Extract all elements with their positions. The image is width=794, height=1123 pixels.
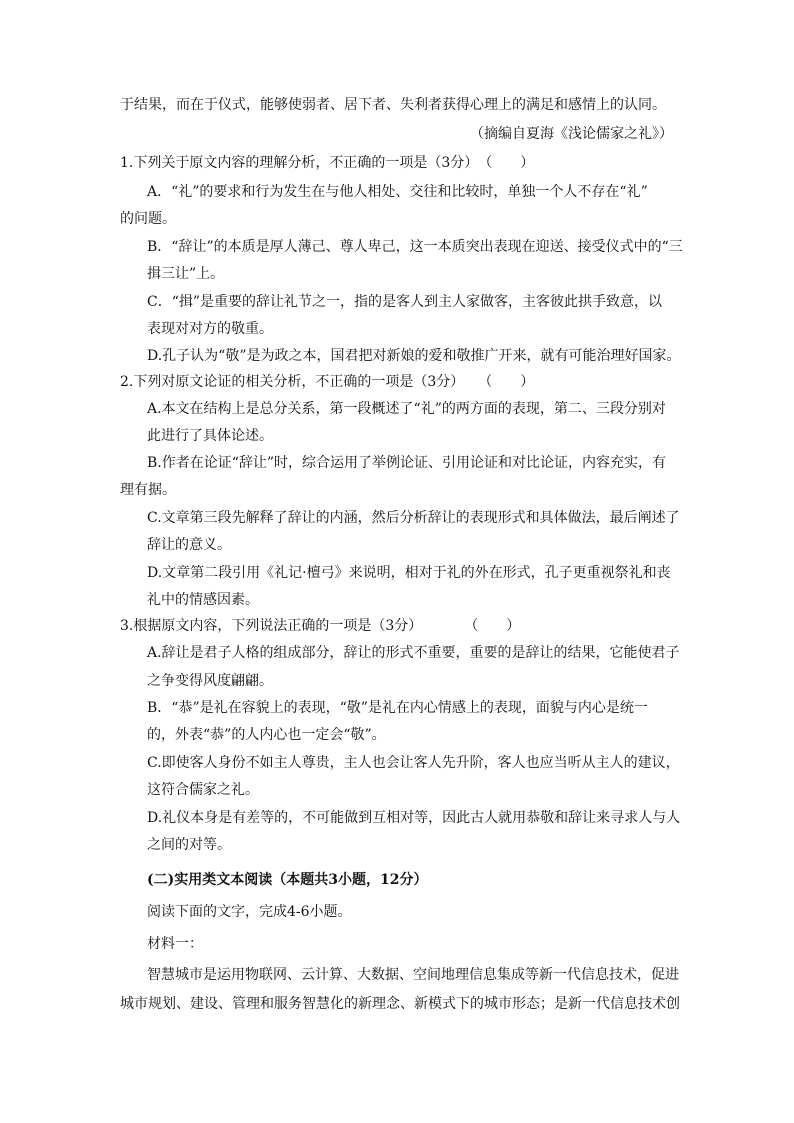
material-label: 材料一： xyxy=(147,936,203,952)
q3-option-b: B．“恭”是礼在容貌上的表现，“敬”是礼在内心情感上的表现，面貌与内心是统一 xyxy=(147,700,648,716)
source-citation: （摘编自夏海《浅论儒家之礼》） xyxy=(470,126,673,142)
q3-option-d-cont: 之间的对等。 xyxy=(147,837,231,853)
reading-instruction: 阅读下面的文字，完成4-6小题。 xyxy=(147,904,352,920)
q2-option-c-cont: 辞让的意义。 xyxy=(147,537,231,553)
q2-option-d: D.文章第二段引用《礼记·檀弓》来说明，相对于礼的外在形式，孔子更重视祭礼和丧 xyxy=(147,565,671,581)
material-text-line: 城市规划、建设、管理和服务智慧化的新理念、新模式下的城市形态；是新一代信息技术创 xyxy=(120,996,680,1012)
q2-option-c: C.文章第三段先解释了辞让的内涵，然后分析辞让的表现形式和具体做法，最后阐述了 xyxy=(147,510,680,526)
q3-option-d: D.礼仪本身是有差等的，不可能做到互相对等，因此古人就用恭敬和辞让来寻求人与人 xyxy=(147,810,681,826)
question-3-stem: 3.根据原文内容，下列说法正确的一项是（3分） （ ） xyxy=(120,618,521,634)
material-text-line: 智慧城市是运用物联网、云计算、大数据、空间地理信息集成等新一代信息技术，促进 xyxy=(147,967,679,983)
q2-option-a: A.本文在结构上是总分关系，第一段概述了“礼”的两方面的表现，第二、三段分别对 xyxy=(147,401,666,417)
q1-option-c: C．“揖”是重要的辞让礼节之一，指的是客人到主人家做客，主客彼此拱手致意，以 xyxy=(147,294,663,310)
q1-option-d: D.孔子认为“敬”是为政之本，国君把对新娘的爱和敬推广开来，就有可能治理好国家。 xyxy=(147,348,681,364)
q3-option-b-cont: 的，外表“恭”的人内心也一定会“敬”。 xyxy=(147,727,386,743)
q2-option-d-cont: 礼中的情感因素。 xyxy=(147,592,259,608)
q1-option-a: A．“礼”的要求和行为发生在与他人相处、交往和比较时，单独一个人不存在“礼” xyxy=(147,184,648,200)
q3-option-c: C.即使客人身份不如主人尊贵，主人也会让客人先升阶，客人也应当听从主人的建议， xyxy=(147,755,680,771)
q1-option-b: B．“辞让”的本质是厚人薄己、尊人卑己，这一本质突出表现在迎送、接受仪式中的“三 xyxy=(147,239,683,255)
q2-option-b: B.作者在论证“辞让”时，综合运用了举例论证、引用论证和对比论证，内容充实，有 xyxy=(147,455,667,471)
question-2-stem: 2.下列对原文论证的相关分析，不正确的一项是（3分） （ ） xyxy=(120,374,535,390)
text-line: 于结果，而在于仪式，能够使弱者、居下者、失利者获得心理上的满足和感情上的认同。 xyxy=(120,97,666,113)
q3-option-c-cont: 这符合儒家之礼。 xyxy=(147,782,259,798)
q3-option-a: A.辞让是君子人格的组成部分，辞让的形式不重要，重要的是辞让的结果，它能使君子 xyxy=(147,645,680,661)
section-heading: (二)实用类文本阅读（本题共3小题，12分） xyxy=(147,872,428,888)
q1-option-b-cont: 揖三让”上。 xyxy=(147,266,225,282)
q2-option-a-cont: 此进行了具体论述。 xyxy=(147,428,273,444)
question-1-stem: 1.下列关于原文内容的理解分析，不正确的一项是（3分） （ ） xyxy=(120,155,535,171)
q3-option-a-cont: 之争变得风度翩翩。 xyxy=(147,673,273,689)
q1-option-a-cont: 的问题。 xyxy=(120,211,176,227)
q1-option-c-cont: 表现对对方的敬重。 xyxy=(147,321,273,337)
q2-option-b-cont: 理有据。 xyxy=(120,482,176,498)
